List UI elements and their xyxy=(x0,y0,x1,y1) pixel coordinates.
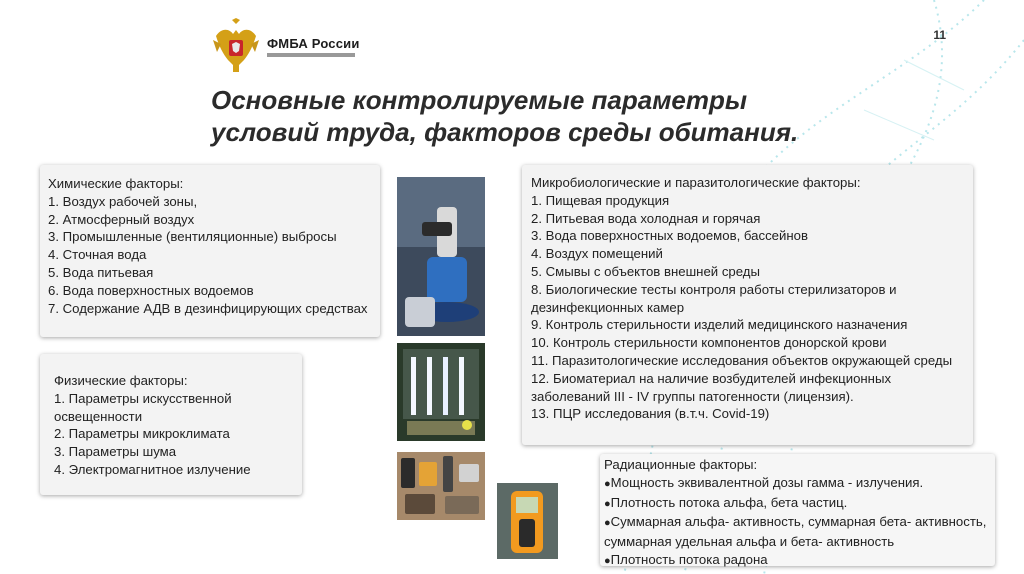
chemical-factors-card xyxy=(40,165,380,337)
list-item: 3. Вода поверхностных водоемов, бассейнов xyxy=(531,228,809,244)
list-item: ● Плотность потока альфа, бета частиц. xyxy=(604,494,991,514)
microbiological-factors-card xyxy=(522,165,973,445)
list-item: 4. Воздух помещений xyxy=(531,246,663,262)
list-item: ● Суммарная альфа- активность, суммарная бета- активность, суммарная удельная альфа и бета- активность xyxy=(604,513,991,551)
list-item: 4. Электромагнитное излучение xyxy=(54,461,251,477)
dosimeter-photo xyxy=(497,483,558,559)
dosimeter-photo-icon xyxy=(497,483,558,559)
list-item: 2. Атмосферный воздух xyxy=(48,211,195,227)
lab-instruments-photo-icon xyxy=(397,452,485,520)
org-name: ФМБА России xyxy=(267,35,360,51)
physical-factors-heading: Физические факторы: xyxy=(54,373,188,388)
list-item: 2. Питьевая вода холодная и горячая xyxy=(531,210,761,226)
list-item: 9. Контроль стерильности изделий медицинского назначения xyxy=(531,317,908,333)
lab-instruments-photo xyxy=(397,452,485,520)
org-subtitle-line xyxy=(267,53,355,57)
slide-title-line-1: Основные контролируемые параметры xyxy=(211,85,748,115)
list-item: 1. Воздух рабочей зоны, xyxy=(48,193,198,209)
microscope-photo xyxy=(397,177,485,336)
microbiological-factors-list xyxy=(531,192,965,423)
slide-title xyxy=(211,84,851,148)
radiation-factors-card xyxy=(600,454,995,566)
radiation-factors-list xyxy=(604,474,991,571)
list-item: 13. ПЦР исследования (в.т.ч. Covid-19) xyxy=(531,406,770,422)
list-item: 8. Биологические тесты контроля работы стерилизаторов и дезинфекционных камер xyxy=(531,281,897,315)
list-item: 11. Паразитологические исследования объектов окружающей среды xyxy=(531,352,953,368)
list-item: 3. Параметры шума xyxy=(54,444,177,460)
list-item: ● Плотность потока радона xyxy=(604,551,991,571)
physical-factors-card xyxy=(40,354,302,495)
list-item: 6. Вода поверхностных водоемов xyxy=(48,282,254,298)
list-item: 4. Сточная вода xyxy=(48,247,147,263)
list-item: 1. Пищевая продукция xyxy=(531,192,670,208)
chemical-factors-heading: Химические факторы: xyxy=(48,176,184,191)
slide-number: 11 xyxy=(933,28,946,42)
list-item: 3. Промышленные (вентиляционные) выбросы xyxy=(48,229,337,245)
org-logo xyxy=(211,18,360,74)
radiation-factors-heading: Радиационные факторы: xyxy=(604,457,758,472)
list-item: 5. Вода питьевая xyxy=(48,264,154,280)
physical-factors-list xyxy=(54,390,294,479)
uv-lamps-photo xyxy=(397,343,485,441)
list-item: 5. Смывы с объектов внешней среды xyxy=(531,263,760,279)
slide-title-line-2: условий труда, факторов среды обитания. xyxy=(211,117,799,147)
uv-lamps-photo-icon xyxy=(397,343,485,441)
list-item: 10. Контроль стерильности компонентов донорской крови xyxy=(531,335,887,351)
list-item: 12. Биоматериал на наличие возбудителей инфекционных заболеваний III - IV группы патогенности (лицензия). xyxy=(531,370,892,404)
double-headed-eagle-emblem-icon xyxy=(211,18,261,74)
chemical-factors-list xyxy=(48,193,372,318)
microscope-photo-icon xyxy=(397,177,485,336)
microbiological-factors-heading: Микробиологические и паразитологические факторы: xyxy=(531,175,861,190)
list-item: 7. Содержание АДВ в дезинфицирующих средствах xyxy=(48,300,368,316)
list-item: ● Мощность эквивалентной дозы гамма - излучения. xyxy=(604,474,991,494)
list-item: 1. Параметры искусственной освещенности xyxy=(54,390,232,424)
list-item: 2. Параметры микроклимата xyxy=(54,426,230,442)
